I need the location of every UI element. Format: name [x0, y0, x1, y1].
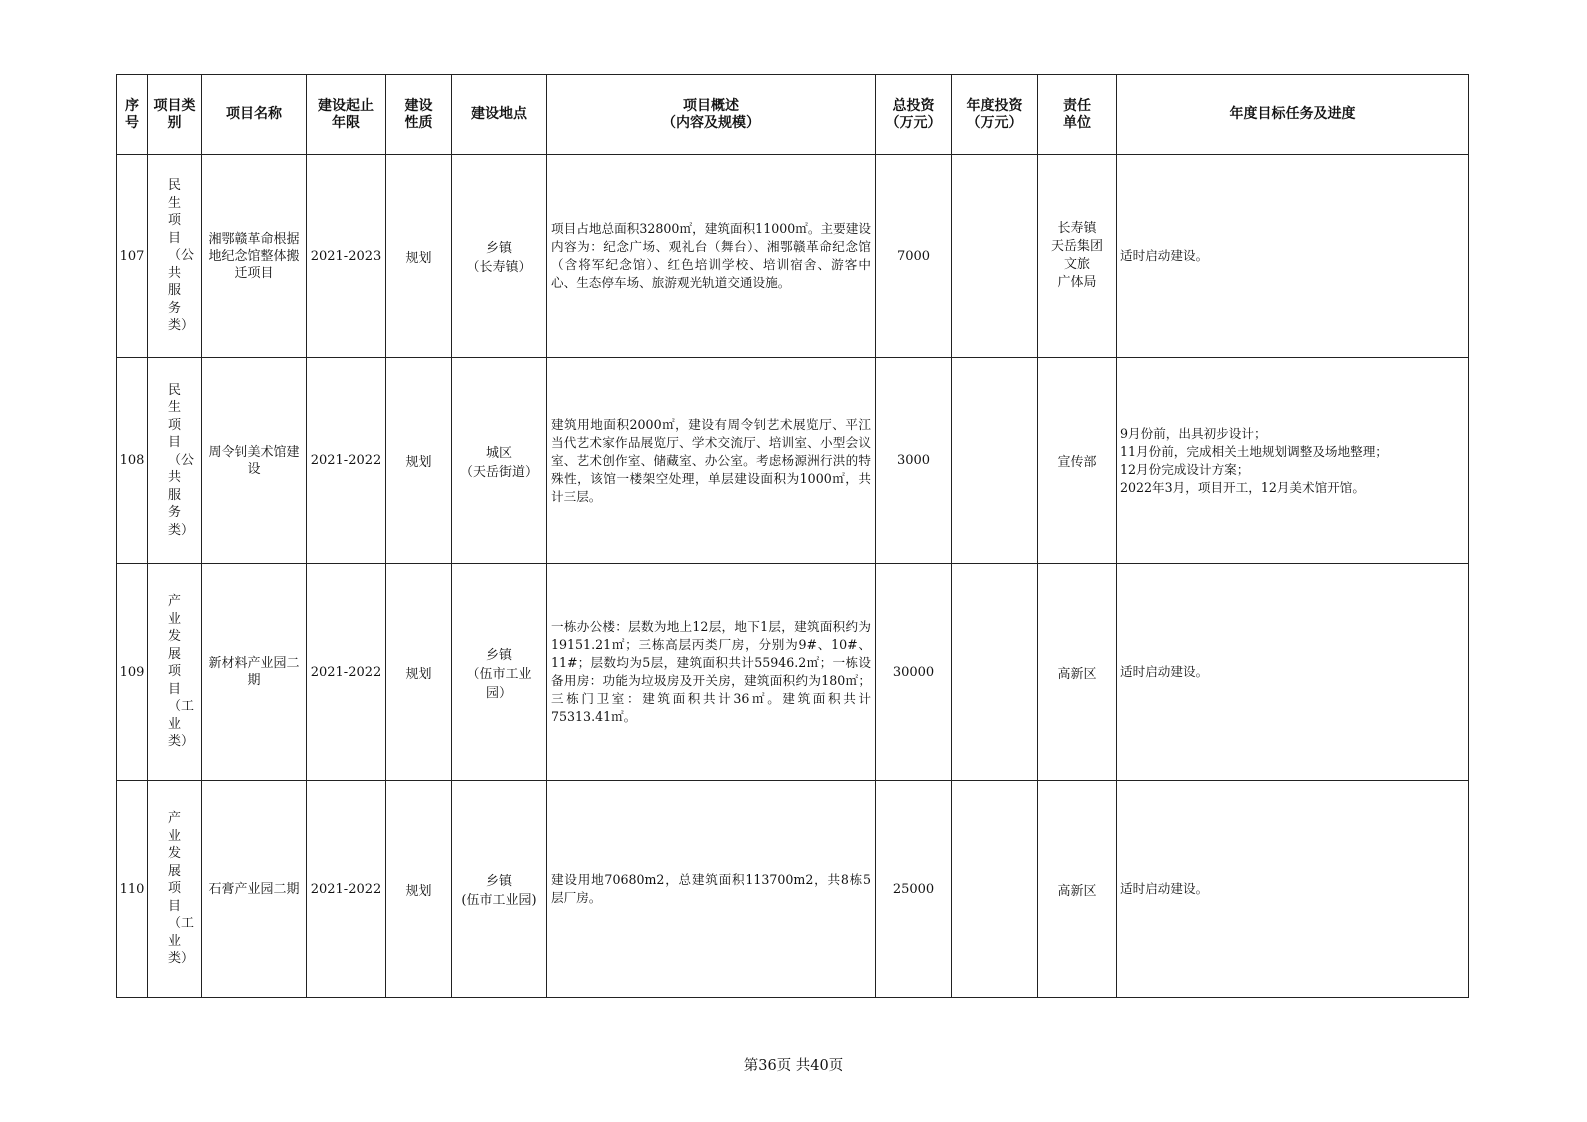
- cell-nature: 规划: [386, 564, 452, 781]
- page-footer: [0, 1054, 1587, 1075]
- cell-annual: [952, 564, 1038, 781]
- footer-middle: 页 共: [776, 1058, 811, 1074]
- cell-target: 适时启动建设。: [1117, 781, 1469, 998]
- cell-period: 2021-2022: [307, 564, 386, 781]
- header-seq: 序 号: [117, 75, 148, 155]
- cell-seq: 108: [117, 358, 148, 564]
- project-table: [116, 74, 1469, 998]
- cell-summary: 建设用地70680m2，总建筑面积113700m2，共8栋5层厂房。: [547, 781, 876, 998]
- cell-category: 民生项目（公共服务类）: [148, 155, 202, 358]
- cell-target: 适时启动建设。: [1117, 564, 1469, 781]
- table-row: [117, 564, 1469, 781]
- header-category: 项目类 别: [148, 75, 202, 155]
- table-row: [117, 358, 1469, 564]
- cell-location: 乡镇 （伍市工业 园）: [452, 564, 547, 781]
- cell-period: 2021-2022: [307, 781, 386, 998]
- cell-summary: 项目占地总面积32800㎡，建筑面积11000㎡。主要建设内容为：纪念广场、观礼台（舞台）、湘鄂赣革命纪念馆（含将军纪念馆）、红色培训学校、培训宿舍、游客中心、生态停车场、旅游观光轨道交通设施。: [547, 155, 876, 358]
- header-location: 建设地点: [452, 75, 547, 155]
- footer-suffix: 页: [828, 1058, 844, 1074]
- cell-period: 2021-2022: [307, 358, 386, 564]
- header-nature: 建设 性质: [386, 75, 452, 155]
- cell-category: 产业发展项目（工业类）: [148, 564, 202, 781]
- cell-name: 周令钊美术馆建设: [202, 358, 307, 564]
- cell-name: 石膏产业园二期: [202, 781, 307, 998]
- cell-nature: 规划: [386, 358, 452, 564]
- cell-seq: 107: [117, 155, 148, 358]
- header-name: 项目名称: [202, 75, 307, 155]
- table-row: [117, 155, 1469, 358]
- cell-annual: [952, 781, 1038, 998]
- cell-annual: [952, 155, 1038, 358]
- cell-category: 民生项目（公共服务类）: [148, 358, 202, 564]
- header-period: 建设起止 年限: [307, 75, 386, 155]
- footer-total: 40: [810, 1058, 829, 1074]
- cell-name: 新材料产业园二期: [202, 564, 307, 781]
- cell-location: 城区 （天岳街道）: [452, 358, 547, 564]
- cell-unit: 高新区: [1038, 781, 1117, 998]
- header-target: 年度目标任务及进度: [1117, 75, 1469, 155]
- footer-page: 36: [758, 1058, 777, 1074]
- header-row: [117, 75, 1469, 155]
- cell-unit: 宣传部: [1038, 358, 1117, 564]
- cell-unit: 长寿镇 天岳集团 文旅 广体局: [1038, 155, 1117, 358]
- cell-unit: 高新区: [1038, 564, 1117, 781]
- header-annual: 年度投资 （万元）: [952, 75, 1038, 155]
- cell-category: 产业发展项目（工业类）: [148, 781, 202, 998]
- cell-total: 7000: [876, 155, 952, 358]
- cell-name: 湘鄂赣革命根据地纪念馆整体搬迁项目: [202, 155, 307, 358]
- cell-seq: 109: [117, 564, 148, 781]
- cell-annual: [952, 358, 1038, 564]
- cell-seq: 110: [117, 781, 148, 998]
- cell-location: 乡镇 (伍市工业园): [452, 781, 547, 998]
- cell-nature: 规划: [386, 781, 452, 998]
- cell-total: 3000: [876, 358, 952, 564]
- cell-total: 30000: [876, 564, 952, 781]
- header-total: 总投资 （万元）: [876, 75, 952, 155]
- cell-target: 适时启动建设。: [1117, 155, 1469, 358]
- cell-target: 9月份前，出具初步设计； 11月份前，完成相关土地规划调整及场地整理； 12月份完成设计方案； 2022年3月，项目开工，12月美术馆开馆。: [1117, 358, 1469, 564]
- cell-period: 2021-2023: [307, 155, 386, 358]
- cell-summary: 建筑用地面积2000㎡，建设有周令钊艺术展览厅、平江当代艺术家作品展览厅、学术交流厅、培训室、小型会议室、艺术创作室、储藏室、办公室。考虑杨源洲行洪的特殊性，该馆一楼架空处理，单层建设面积为1000㎡，共计三层。: [547, 358, 876, 564]
- cell-nature: 规划: [386, 155, 452, 358]
- cell-summary: 一栋办公楼：层数为地上12层，地下1层，建筑面积约为19151.21㎡；三栋高层丙类厂房，分别为9#、10#、11#；层数均为5层，建筑面积共计55946.2㎡；一栋设备用房：功能为垃圾房及开关房，建筑面积约为180㎡；三栋门卫室：建筑面积共计36㎡。建筑面积共计75313.41㎡。: [547, 564, 876, 781]
- header-unit: 责任 单位: [1038, 75, 1117, 155]
- cell-total: 25000: [876, 781, 952, 998]
- table-row: [117, 781, 1469, 998]
- cell-location: 乡镇 （长寿镇）: [452, 155, 547, 358]
- header-summary: 项目概述 （内容及规模）: [547, 75, 876, 155]
- footer-prefix: 第: [743, 1058, 759, 1074]
